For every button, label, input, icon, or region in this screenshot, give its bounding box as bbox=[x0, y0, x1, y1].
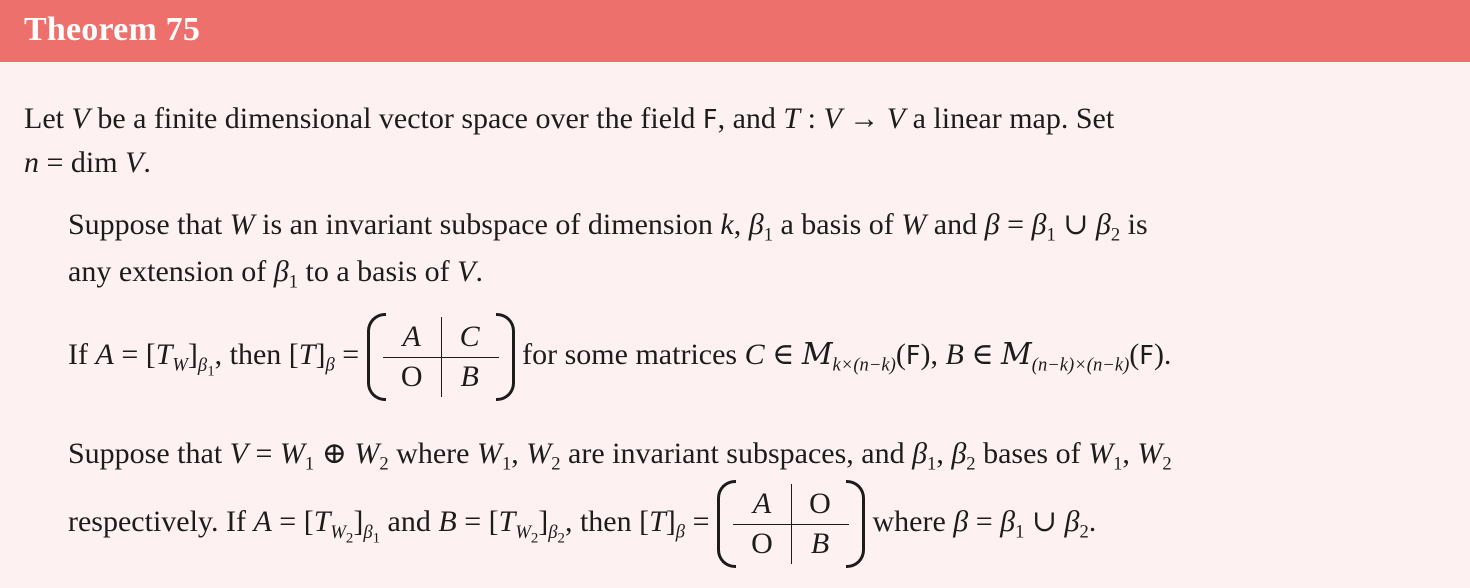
intro-line-1: Let V be a finite dimensional vector space over the field F, and T : V → V a linear map. Set bbox=[24, 102, 1115, 135]
block-matrix-1: A C O B bbox=[367, 317, 515, 397]
intro-line-2: n = dim V. bbox=[24, 146, 151, 179]
part2-line-2: respectively. If $A = [T_{W_2}]_{\beta_1}$ and $B = [T_{W_2}]_{\beta_2}$, then $[T]_\beta$ = A O O B where $\beta = \beta_1$ ∪ $\beta_2$. bbox=[68, 480, 1096, 564]
theorem-title: Theorem 75 bbox=[24, 11, 201, 48]
part1-line-2: any extension of $\beta_1$ to a basis of V. bbox=[68, 255, 483, 293]
part1-line-1: Suppose that W is an invariant subspace of dimension k, $\beta_1$ a basis of W and $\beta = \beta_1$ ∪ $\beta_2$ is bbox=[68, 208, 1148, 246]
part2-line-1: Suppose that $V = W_1$ ⊕ $W_2$ where $W_1$, $W_2$ are invariant subspaces, and $\beta_1$, $\beta_2$ bases of $W_1$, $W_2$ bbox=[68, 437, 1172, 475]
part1-line-3: If $A = [T_W]_{\beta_1}$, then $[T]_\beta$ = A C O B for some matrices C ∈ $M_{k\times(n-k)}(F)$, B ∈ $M_{(n-k)\times(n-k)}(F)$. bbox=[68, 313, 1171, 397]
block-matrix-2: A O O B bbox=[717, 484, 865, 564]
theorem-header bbox=[0, 0, 1470, 62]
